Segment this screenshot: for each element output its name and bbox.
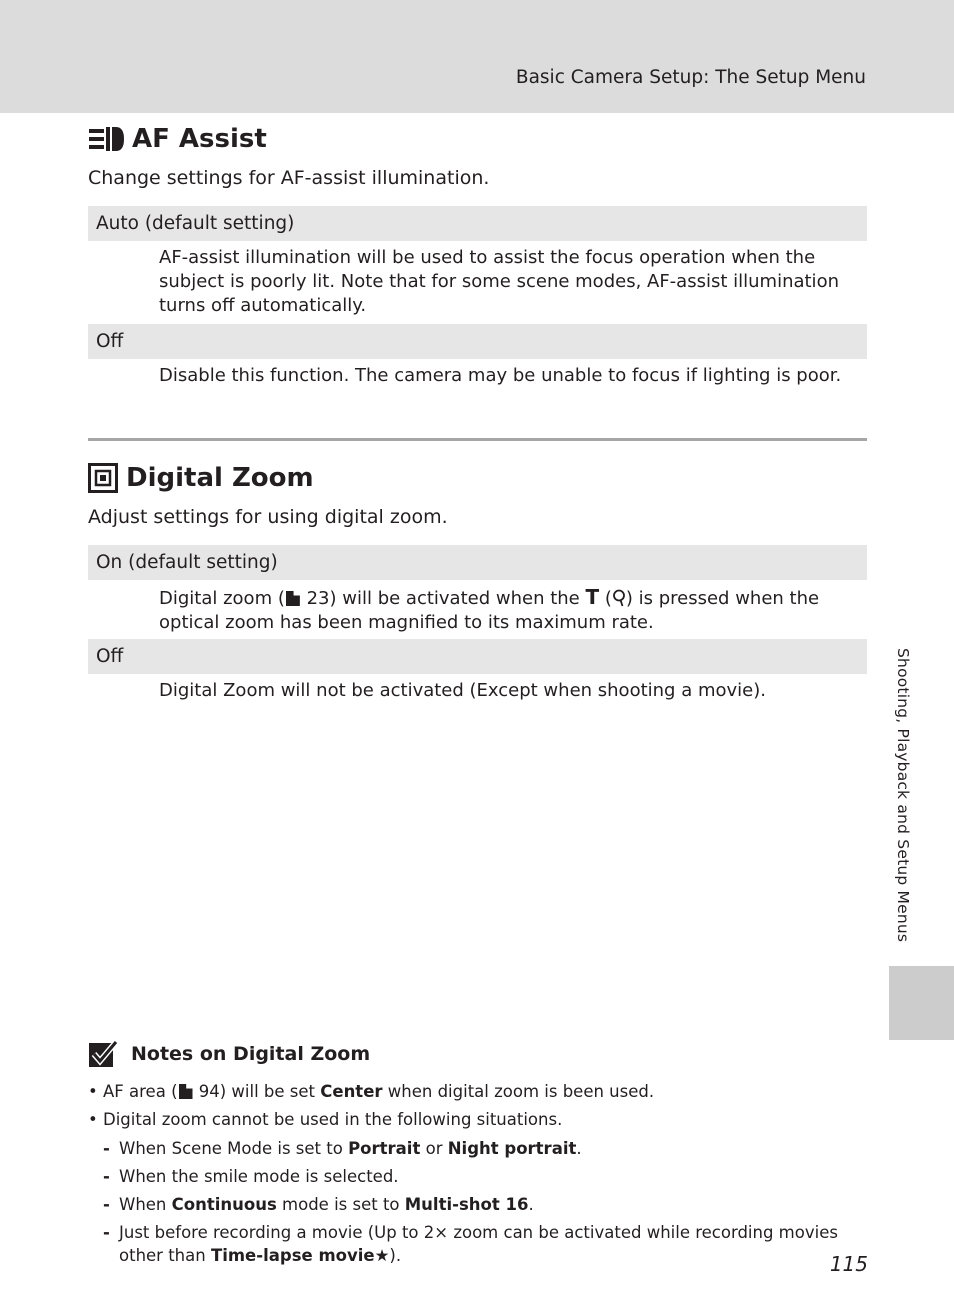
note-text: Just before recording a movie (Up to 2× zoom can be activated while recording movies other than (119, 1223, 838, 1265)
af-assist-icon (88, 126, 124, 152)
header-band (0, 0, 954, 113)
magnify-icon (612, 589, 626, 607)
note-text: ). (389, 1246, 402, 1265)
desc-text: Digital zoom ( (159, 588, 285, 609)
side-tab-label: Shooting, Playback and Setup Menus (894, 648, 912, 943)
notes-sub-item: - Just before recording a movie (Up to 2× zoom can be activated while recording movies other than Time-lapse movie★). (103, 1223, 838, 1265)
check-icon (88, 1040, 118, 1068)
note-bold-text: Center (320, 1082, 383, 1101)
digital-zoom-option-on: On (default setting) (88, 545, 867, 580)
desc-text: ( (599, 588, 612, 609)
note-text: when digital zoom is been used. (382, 1082, 655, 1101)
note-text: . (576, 1139, 582, 1158)
digital-zoom-heading (88, 463, 314, 493)
page-number: 115 (829, 1252, 868, 1276)
note-bold-text: Time-lapse movie★ (210, 1246, 390, 1265)
note-text: When the smile mode is selected. (119, 1167, 399, 1186)
page-reference-icon (286, 591, 300, 606)
page-reference-number: 23 (306, 588, 330, 609)
notes-sub-item: - When Continuous mode is set to Multi-shot 16. (103, 1195, 534, 1214)
page-reference-number: 94 (198, 1082, 220, 1101)
note-bold-text: Multi-shot 16 (404, 1195, 529, 1214)
note-text: When (119, 1195, 172, 1214)
desc-text: ) is pressed when the optical zoom has been magnified to its maximum rate. (159, 588, 820, 633)
note-text: AF area ( (103, 1082, 178, 1101)
digital-zoom-option-off-description: Digital Zoom will not be activated (Except when shooting a movie). (159, 680, 766, 701)
af-assist-intro: Change settings for AF-assist illumination. (88, 167, 490, 189)
af-assist-option-off: Off (88, 324, 867, 359)
notes-bullet: • Digital zoom cannot be used in the following situations. (88, 1110, 563, 1129)
note-text: When Scene Mode is set to (119, 1139, 349, 1158)
note-bold-text: Night portrait (447, 1139, 577, 1158)
digital-zoom-icon (88, 463, 118, 493)
note-text: mode is set to (276, 1195, 405, 1214)
tele-zoom-label: T (585, 585, 600, 609)
section-divider (88, 438, 867, 441)
note-bold-text: Portrait (348, 1139, 421, 1158)
notes-sub-item: - When the smile mode is selected. (103, 1165, 851, 1188)
notes-title: Notes on Digital Zoom (131, 1043, 371, 1065)
note-bold-text: Continuous (171, 1195, 277, 1214)
page-reference-icon (179, 1084, 193, 1099)
digital-zoom-title: Digital Zoom (126, 463, 314, 493)
af-assist-heading (88, 124, 267, 154)
notes-bullet: • AF area ( 94) will be set Center when digital zoom is been used. (88, 1082, 655, 1101)
af-assist-option-auto: Auto (default setting) (88, 206, 867, 241)
note-text: Digital zoom cannot be used in the following situations. (103, 1110, 563, 1129)
af-assist-title: AF Assist (132, 124, 267, 154)
running-head: Basic Camera Setup: The Setup Menu (515, 67, 866, 88)
note-text: or (420, 1139, 448, 1158)
digital-zoom-option-on-description (159, 585, 859, 635)
note-text: ) will be set (219, 1082, 321, 1101)
digital-zoom-intro: Adjust settings for using digital zoom. (88, 506, 448, 528)
notes-sub-item: - When Scene Mode is set to Portrait or Night portrait. (103, 1139, 582, 1158)
notes-heading (88, 1040, 370, 1068)
desc-text: ) will be activated when the (329, 588, 586, 609)
side-tab[interactable] (889, 966, 954, 1040)
af-assist-option-auto-description: AF-assist illumination will be used to assist the focus operation when the subject is poorly lit. Note that for some scene modes, AF-assist illumination turns off automatically. (159, 247, 839, 316)
af-assist-option-off-description: Disable this function. The camera may be unable to focus if lighting is poor. (159, 365, 842, 386)
digital-zoom-option-off: Off (88, 639, 867, 674)
note-text: . (528, 1195, 534, 1214)
